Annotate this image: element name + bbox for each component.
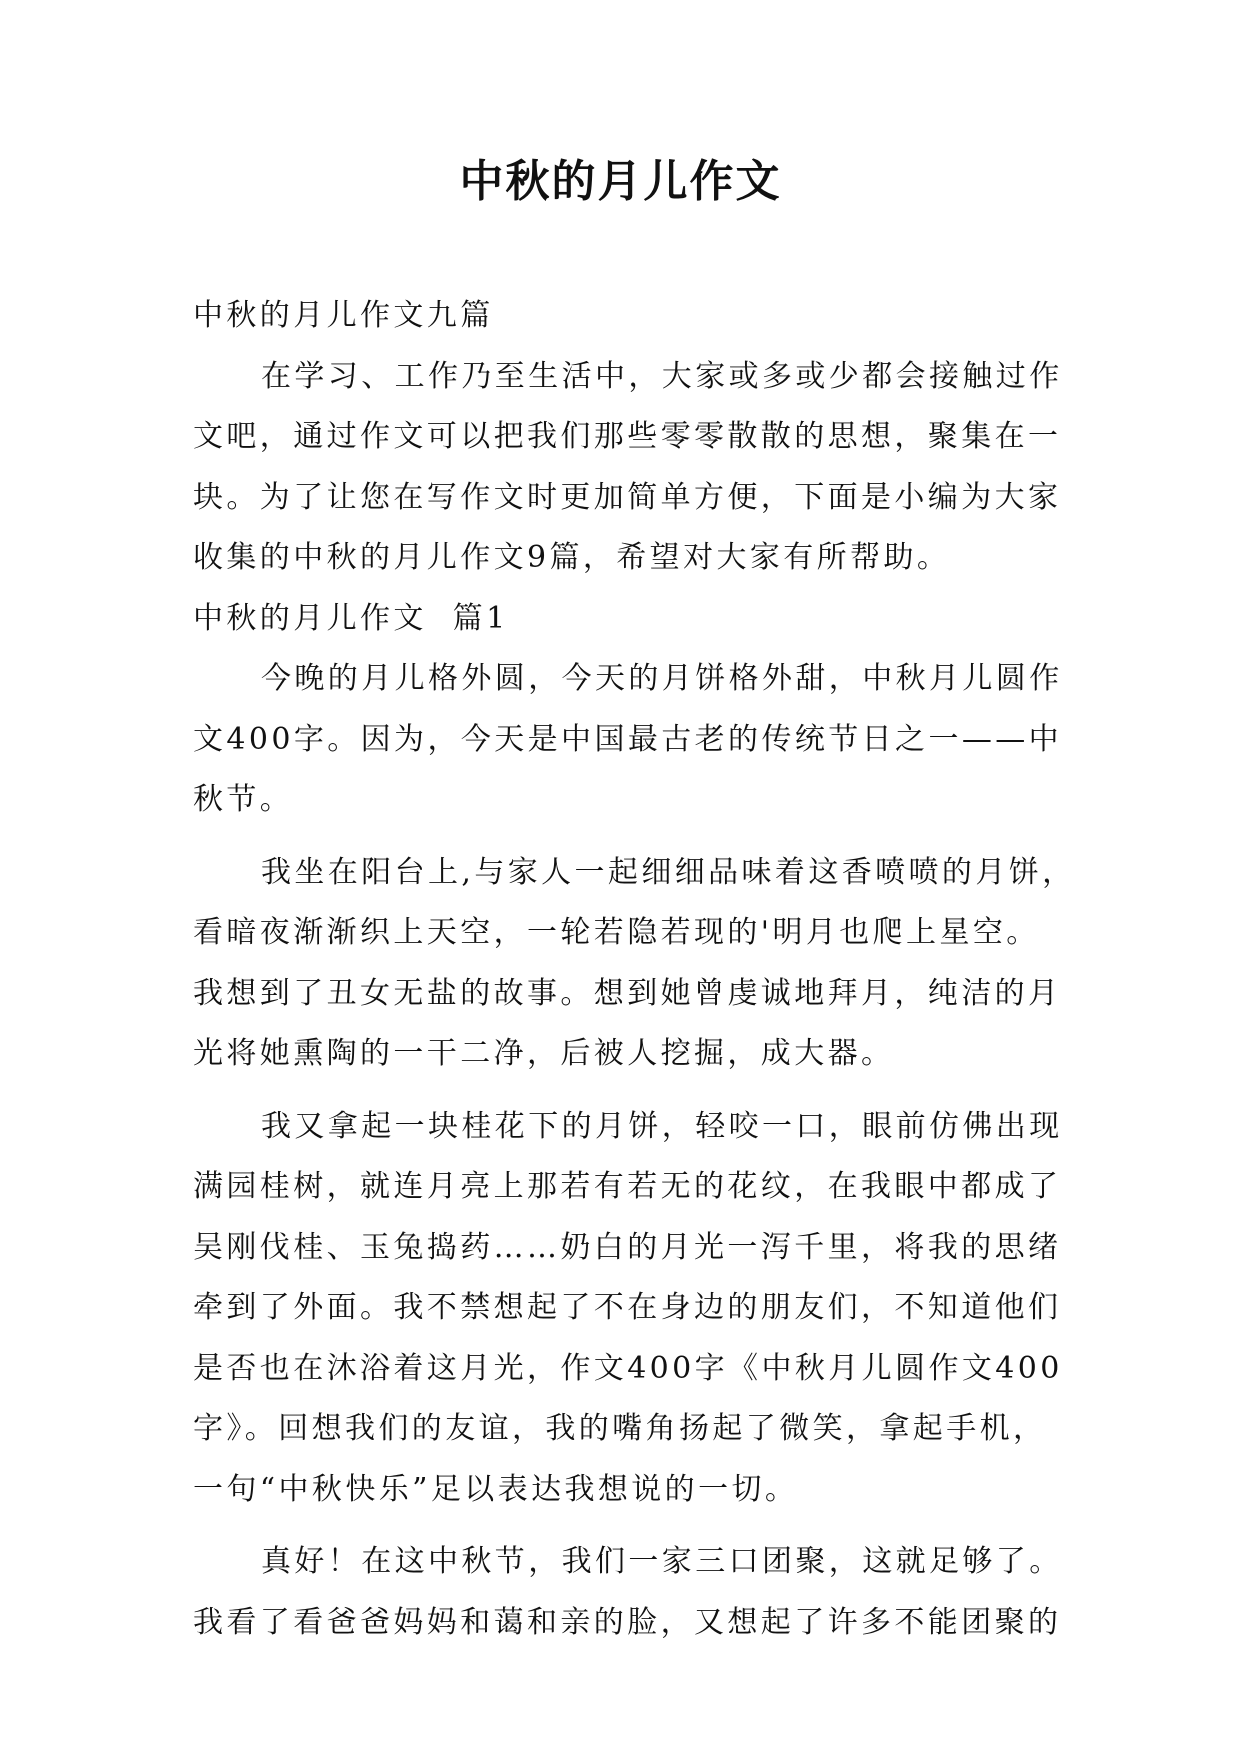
intro-paragraph (193, 347, 1063, 589)
text-line: 我看了看爸爸妈妈和蔼和亲的脸，又想起了许多不能团聚的 (193, 1604, 1062, 1640)
text-line: 真好！在这中秋节，我们一家三口团聚，这就足够了。 (261, 1544, 1063, 1579)
paragraph-2 (193, 843, 1076, 1085)
text-line: 块。为了让您在写作文时更加简单方便，下面是小编为大家 (193, 479, 1062, 515)
text-line: 看暗夜渐渐织上天空，一轮若隐若现的'明月也爬上星空。 (193, 915, 1040, 950)
paragraph-4 (193, 1532, 1063, 1653)
text-line: 今晚的月儿格外圆，今天的月饼格外甜，中秋月儿圆作 (261, 661, 1063, 696)
text-line: 光将她熏陶的一干二净，后被人挖掘，成大器。 (193, 1036, 895, 1071)
section-heading: 中秋的月儿作文 篇1 (193, 600, 509, 636)
paragraph-1 (193, 649, 1063, 831)
document-body (193, 286, 1076, 1653)
text-line: 文400字。因为，今天是中国最古老的传统节日之一——中 (193, 721, 1063, 757)
text-line: 牵到了外面。我不禁想起了不在身边的朋友们，不知道他们 (193, 1290, 1062, 1325)
text-line: 吴刚伐桂、玉兔捣药……奶白的月光一泻千里，将我的思绪 (193, 1229, 1062, 1265)
text-line: 文吧，通过作文可以把我们那些零零散散的思想，聚集在一 (193, 419, 1062, 454)
text-line: 一句“中秋快乐”足以表达我想说的一切。 (193, 1471, 799, 1507)
text-line: 收集的中秋的月儿作文9篇，希望对大家有所帮助。 (193, 540, 951, 575)
text-line: 是否也在沐浴着这月光，作文400字《中秋月儿圆作文400 (193, 1350, 1063, 1386)
text-line: 我想到了丑女无盐的故事。想到她曾虔诚地拜月，纯洁的月 (193, 975, 1062, 1011)
text-line: 字》。回想我们的友谊，我的嘴角扬起了微笑，拿起手机， (193, 1411, 1047, 1446)
text-line: 我又拿起一块桂花下的月饼，轻咬一口，眼前仿佛出现 (261, 1108, 1063, 1144)
text-line: 我坐在阳台上,与家人一起细细品味着这香喷喷的月饼， (261, 854, 1076, 890)
document-title: 中秋的月儿作文 (459, 156, 782, 207)
intro-heading: 中秋的月儿作文九篇 (193, 298, 494, 333)
text-line: 在学习、工作乃至生活中，大家或多或少都会接触过作 (261, 358, 1063, 394)
paragraph-3 (193, 1097, 1063, 1521)
text-line: 秋节。 (193, 782, 294, 817)
text-line: 满园桂树，就连月亮上那若有若无的花纹，在我眼中都成了 (193, 1169, 1062, 1204)
